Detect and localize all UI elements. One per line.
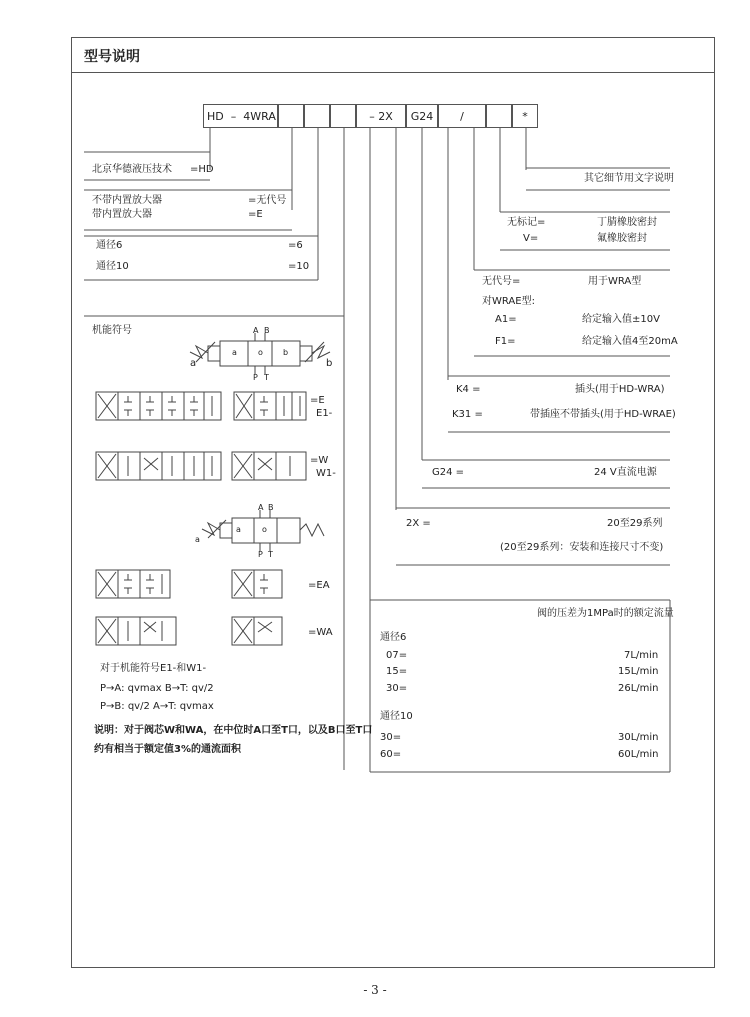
symbols-title: 机能符号 bbox=[92, 325, 132, 336]
page-number: - 3 - bbox=[363, 983, 387, 997]
plug-k31: K31 = bbox=[452, 409, 483, 420]
note-line1: 说明：对于阀芯W和WA，在中位时A口至T口，以及B口至T口 bbox=[94, 725, 373, 736]
plug-k4-value: 插头(用于HD-WRA) bbox=[575, 384, 665, 395]
signal-f1-value: 给定输入值4至20mA bbox=[582, 336, 678, 347]
pos-a3: a bbox=[236, 525, 241, 534]
maker-code: =HD bbox=[190, 164, 214, 175]
flow-15: 15= bbox=[386, 666, 408, 677]
flow-07: 07= bbox=[386, 650, 408, 661]
seal-v-value: 氟橡胶密封 bbox=[597, 233, 647, 244]
amp-yes-code: =E bbox=[248, 209, 263, 220]
sym-W1: W1- bbox=[316, 468, 336, 479]
port-P2: P bbox=[258, 550, 263, 559]
flow-30-value: 26L/min bbox=[618, 683, 659, 694]
port-A: A bbox=[253, 326, 259, 335]
seal-v: V= bbox=[523, 233, 539, 244]
flow-size-6: 通径6 bbox=[380, 632, 407, 643]
port-T2: T bbox=[268, 550, 273, 559]
other-label: 其它细节用文字说明 bbox=[584, 173, 674, 184]
port-P: P bbox=[253, 373, 258, 382]
sym-W: =W bbox=[310, 455, 329, 466]
pos-a: a bbox=[232, 348, 237, 357]
amp-no-code: =无代号 bbox=[248, 195, 287, 206]
pos-o2: o bbox=[262, 525, 267, 534]
code-cell-hd: HD – 4WRA bbox=[203, 104, 278, 128]
power-g24: G24 = bbox=[432, 467, 465, 478]
signal-a1: A1= bbox=[495, 314, 517, 325]
sym-E: =E bbox=[310, 395, 325, 406]
signal-none: 无代号= bbox=[482, 276, 521, 287]
port-T: T bbox=[264, 373, 269, 382]
port-B: B bbox=[264, 326, 270, 335]
flow-30: 30= bbox=[386, 683, 408, 694]
size-6-code: =6 bbox=[288, 240, 303, 251]
flow-30b: 30= bbox=[380, 732, 402, 743]
pos-o: o bbox=[258, 348, 263, 357]
code-cell-2x: – 2X bbox=[356, 104, 406, 128]
code-cell-star: * bbox=[512, 104, 538, 128]
pos-b: b bbox=[283, 348, 289, 357]
signal-wrae: 对WRAE型: bbox=[482, 296, 535, 307]
note-line2: 约有相当于额定值3%的通流面积 bbox=[94, 744, 241, 755]
code-cell-slash: / bbox=[438, 104, 486, 128]
sym-WA: =WA bbox=[308, 627, 333, 638]
code-cell-g24: G24 bbox=[406, 104, 438, 128]
maker-label: 北京华德液压技术 bbox=[92, 164, 172, 175]
amp-no-label: 不带内置放大器 bbox=[92, 195, 162, 206]
power-g24-value: 24 V直流电源 bbox=[594, 467, 657, 478]
plug-k31-value: 带插座不带插头(用于HD-WRAE) bbox=[530, 409, 676, 420]
series-label: 2X = bbox=[406, 518, 431, 529]
pos-a2: a bbox=[195, 535, 200, 544]
size-10-label: 通径10 bbox=[96, 261, 129, 272]
notes-line1: P→A: qvmax B→T: qv/2 bbox=[100, 683, 214, 694]
signal-f1: F1= bbox=[495, 336, 516, 347]
amp-yes-label: 带内置放大器 bbox=[92, 209, 152, 220]
plug-k4: K4 = bbox=[456, 384, 481, 395]
flow-30b-value: 30L/min bbox=[618, 732, 659, 743]
port-b-label: b bbox=[326, 358, 333, 369]
sym-EA: =EA bbox=[308, 580, 330, 591]
seal-none: 无标记= bbox=[507, 217, 546, 228]
port-A2: A bbox=[258, 503, 264, 512]
sym-E1: E1- bbox=[316, 408, 333, 419]
series-value: 20至29系列 bbox=[607, 518, 663, 529]
signal-none-value: 用于WRA型 bbox=[588, 276, 642, 287]
flow-60-value: 60L/min bbox=[618, 749, 659, 760]
flow-size-10: 通径10 bbox=[380, 711, 413, 722]
size-6-label: 通径6 bbox=[96, 240, 123, 251]
notes-title: 对于机能符号E1-和W1- bbox=[100, 663, 207, 674]
flow-title: 阀的压差为1MPa时的额定流量 bbox=[537, 608, 674, 619]
port-a-label: a bbox=[190, 358, 197, 369]
size-10-code: =10 bbox=[288, 261, 310, 272]
page-title: 型号说明 bbox=[84, 49, 140, 65]
flow-07-value: 7L/min bbox=[624, 650, 659, 661]
flow-15-value: 15L/min bbox=[618, 666, 659, 677]
signal-a1-value: 给定输入值±10V bbox=[582, 314, 660, 325]
flow-60: 60= bbox=[380, 749, 402, 760]
port-B2: B bbox=[268, 503, 274, 512]
notes-line2: P→B: qv/2 A→T: qvmax bbox=[100, 701, 214, 712]
series-note: (20至29系列：安装和连接尺寸不变) bbox=[500, 542, 664, 553]
seal-none-value: 丁腈橡胶密封 bbox=[597, 217, 657, 228]
